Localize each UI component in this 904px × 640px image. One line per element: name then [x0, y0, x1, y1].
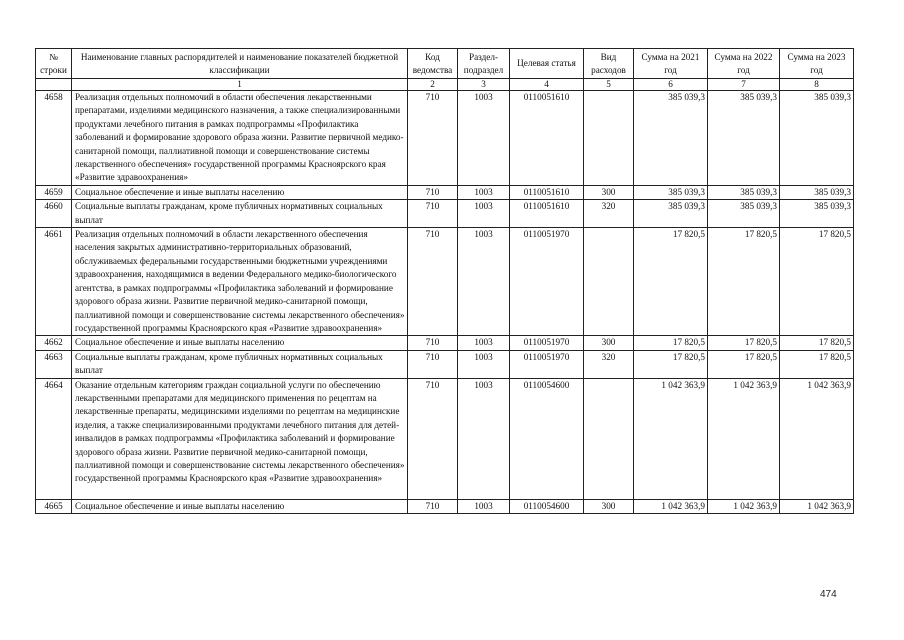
table-row: [36, 91, 854, 186]
row-target: 0110051610: [510, 185, 584, 199]
header-name: Наименование главных распорядителей и наименование показателей бюджетной классификации: [72, 49, 408, 79]
row-name: Реализация отдельных полномочий в области лекарственного обеспечения населения закрытых административно-территориальных образований, обслуживаемых федеральными государственными бюджетными учреждениями здравоохранения, находящимися в ведении Федерального медико-биологического агентства, в рамках подпрограммы «Профилактика заболеваний и формирование здорового образа жизни. Развитие первичной медико-санитарной помощи, паллиативной помощи и совершенствование системы лекарственного обеспечения» государственной программы Красноярского края «Развитие здравоохранения»: [72, 228, 408, 336]
row-sum-2021: 17 820,5: [634, 228, 708, 336]
row-target: 0110051970: [510, 350, 584, 378]
column-index: 7: [708, 79, 780, 91]
row-expense-type: 300: [584, 336, 634, 350]
row-section: 1003: [458, 185, 510, 199]
row-section: 1003: [458, 336, 510, 350]
row-expense-type: [584, 378, 634, 499]
row-sum-2021: 385 039,3: [634, 200, 708, 228]
row-number: 4665: [36, 499, 72, 513]
row-target: 0110051610: [510, 200, 584, 228]
row-sum-2022: 385 039,3: [708, 91, 780, 186]
row-sum-2021: 1 042 363,9: [634, 499, 708, 513]
row-sum-2022: 17 820,5: [708, 336, 780, 350]
row-sum-2023: 1 042 363,9: [780, 499, 854, 513]
budget-table: [35, 48, 854, 514]
column-index: [36, 79, 72, 91]
row-target: 0110054600: [510, 499, 584, 513]
table-row: [36, 499, 854, 513]
header-row-no: № строки: [36, 49, 72, 79]
row-number: 4658: [36, 91, 72, 186]
table-row: [36, 350, 854, 378]
row-name: Оказание отдельным категориям граждан социальной услуги по обеспечению лекарственными препаратами для медицинского применения по рецептам на лекарственные препараты, медицинскими изделиями по рецептам на медицинские изделия, а также специализированными продуктами лечебного питания для детей-инвалидов в рамках подпрограммы «Профилактика заболеваний и формирование здорового образа жизни. Развитие первичной медико-санитарной помощи, паллиативной помощи и совершенствование системы лекарственного обеспечения» государственной программы Красноярского края «Развитие здравоохранения»: [72, 378, 408, 499]
row-sum-2021: 385 039,3: [634, 91, 708, 186]
row-dept-code: 710: [408, 336, 458, 350]
row-sum-2022: 17 820,5: [708, 228, 780, 336]
row-sum-2023: 1 042 363,9: [780, 378, 854, 499]
table-row: [36, 228, 854, 336]
row-expense-type: 320: [584, 200, 634, 228]
row-dept-code: 710: [408, 185, 458, 199]
row-target: 0110054600: [510, 378, 584, 499]
column-index: 2: [408, 79, 458, 91]
row-sum-2023: 17 820,5: [780, 350, 854, 378]
table-row: [36, 336, 854, 350]
row-sum-2021: 17 820,5: [634, 350, 708, 378]
column-index: 5: [584, 79, 634, 91]
column-index: 4: [510, 79, 584, 91]
column-index: 6: [634, 79, 708, 91]
row-number: 4659: [36, 185, 72, 199]
row-sum-2022: 385 039,3: [708, 200, 780, 228]
row-name: Социальное обеспечение и иные выплаты населению: [72, 185, 408, 199]
row-sum-2022: 1 042 363,9: [708, 378, 780, 499]
row-sum-2023: 385 039,3: [780, 185, 854, 199]
table-row: [36, 378, 854, 499]
row-sum-2022: 1 042 363,9: [708, 499, 780, 513]
header-dept-code: Код ведомства: [408, 49, 458, 79]
row-sum-2023: 385 039,3: [780, 91, 854, 186]
row-dept-code: 710: [408, 91, 458, 186]
row-dept-code: 710: [408, 228, 458, 336]
row-number: 4662: [36, 336, 72, 350]
row-sum-2023: 17 820,5: [780, 228, 854, 336]
table-row: [36, 185, 854, 199]
row-target: 0110051970: [510, 228, 584, 336]
row-expense-type: [584, 91, 634, 186]
row-name: Реализация отдельных полномочий в области обеспечения лекарственными препаратами, изделиями медицинского назначения, а также специализированными продуктами лечебного питания в рамках подпрограммы «Профилактика заболеваний и формирование здорового образа жизни. Развитие первичной медико-санитарной помощи, паллиативной помощи и совершенствование системы лекарственного обеспечения» государственной программы Красноярского края «Развитие здравоохранения»: [72, 91, 408, 186]
row-expense-type: [584, 228, 634, 336]
row-number: 4661: [36, 228, 72, 336]
header-row: [36, 49, 854, 79]
row-sum-2021: 385 039,3: [634, 185, 708, 199]
row-section: 1003: [458, 228, 510, 336]
column-index: 1: [72, 79, 408, 91]
row-dept-code: 710: [408, 350, 458, 378]
column-index: 8: [780, 79, 854, 91]
row-sum-2022: 385 039,3: [708, 185, 780, 199]
row-dept-code: 710: [408, 378, 458, 499]
row-sum-2023: 17 820,5: [780, 336, 854, 350]
row-section: 1003: [458, 200, 510, 228]
row-name: Социальное обеспечение и иные выплаты населению: [72, 336, 408, 350]
header-sum-2023: Сумма на 2023 год: [780, 49, 854, 79]
row-target: 0110051970: [510, 336, 584, 350]
row-section: 1003: [458, 378, 510, 499]
row-sum-2021: 1 042 363,9: [634, 378, 708, 499]
row-name: Социальные выплаты гражданам, кроме публичных нормативных социальных выплат: [72, 350, 408, 378]
row-dept-code: 710: [408, 499, 458, 513]
row-sum-2023: 385 039,3: [780, 200, 854, 228]
page-number: 474: [820, 589, 837, 600]
header-section: Раздел-подраздел: [458, 49, 510, 79]
row-expense-type: 300: [584, 185, 634, 199]
row-section: 1003: [458, 499, 510, 513]
header-target: Целевая статья: [510, 49, 584, 79]
row-number: 4664: [36, 378, 72, 499]
table-row: [36, 200, 854, 228]
header-sum-2021: Сумма на 2021 год: [634, 49, 708, 79]
row-section: 1003: [458, 91, 510, 186]
row-expense-type: 320: [584, 350, 634, 378]
row-sum-2022: 17 820,5: [708, 350, 780, 378]
row-name: Социальное обеспечение и иные выплаты населению: [72, 499, 408, 513]
row-section: 1003: [458, 350, 510, 378]
row-sum-2021: 17 820,5: [634, 336, 708, 350]
column-index-row: [36, 79, 854, 91]
row-number: 4663: [36, 350, 72, 378]
row-name: Социальные выплаты гражданам, кроме публичных нормативных социальных выплат: [72, 200, 408, 228]
row-number: 4660: [36, 200, 72, 228]
column-index: 3: [458, 79, 510, 91]
row-expense-type: 300: [584, 499, 634, 513]
header-expense-type: Вид расходов: [584, 49, 634, 79]
row-dept-code: 710: [408, 200, 458, 228]
row-target: 0110051610: [510, 91, 584, 186]
header-sum-2022: Сумма на 2022 год: [708, 49, 780, 79]
